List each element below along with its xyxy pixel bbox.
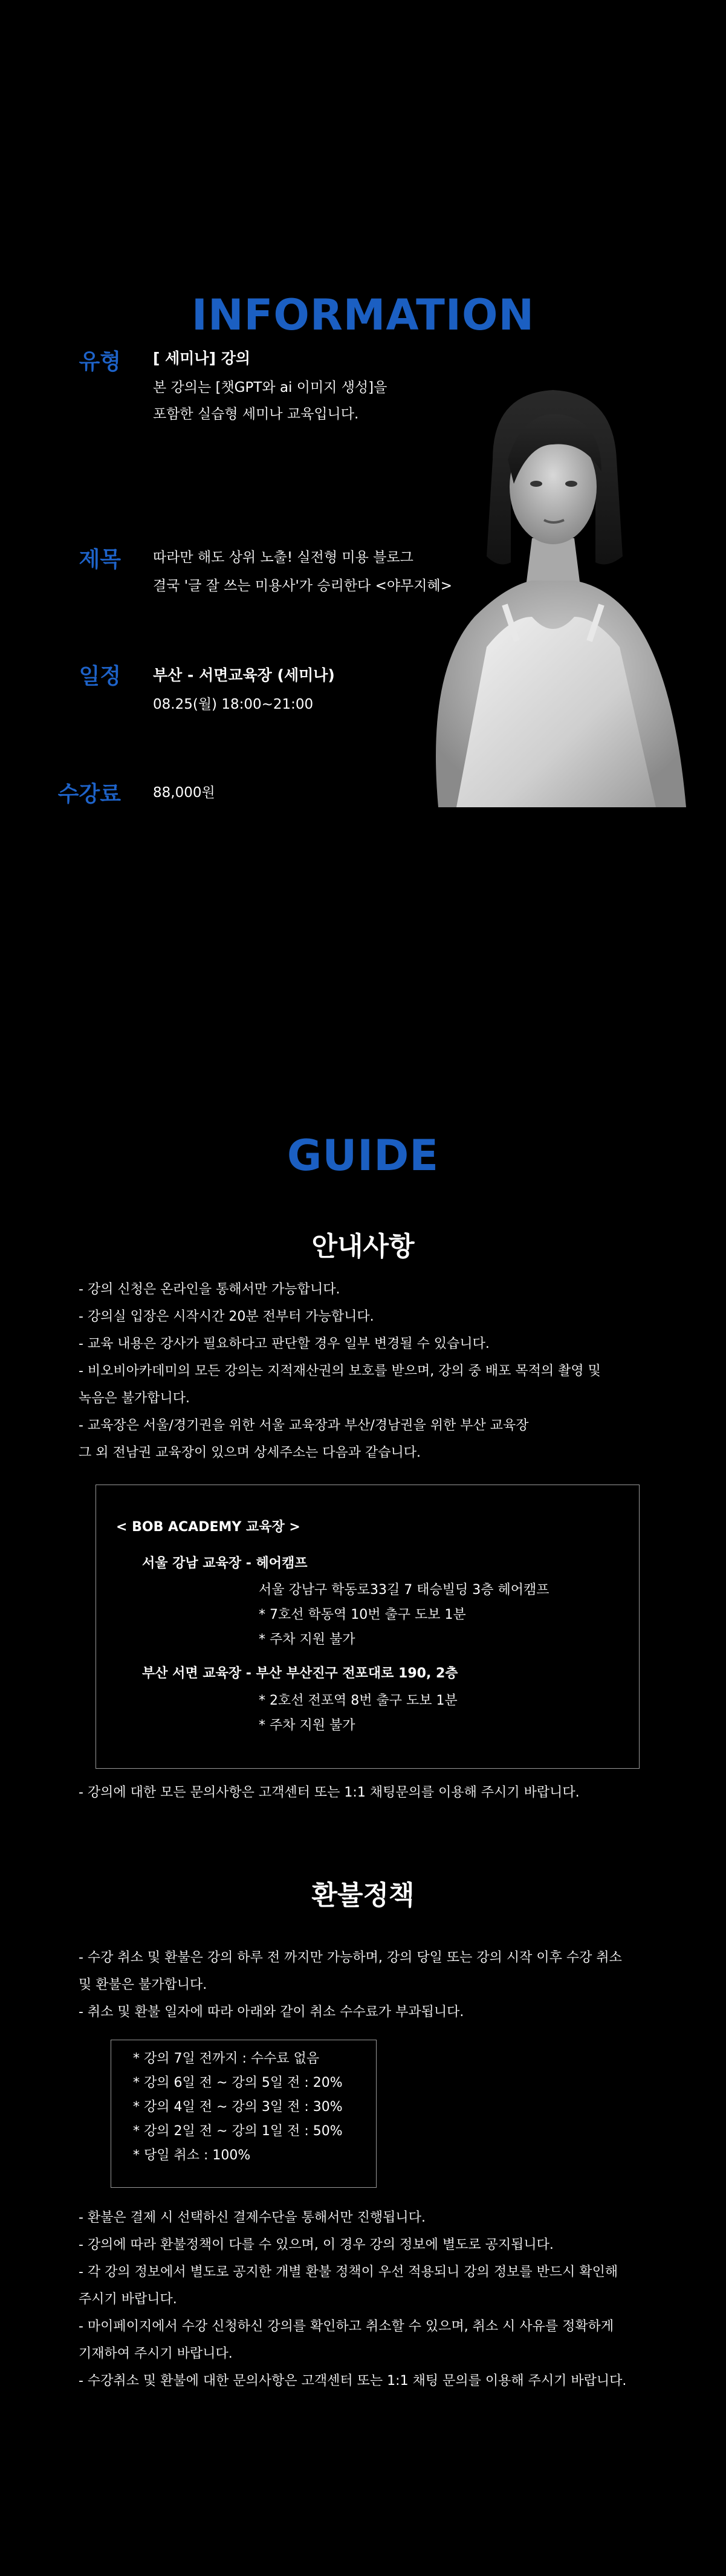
busan-academy-parking: * 주차 지원 불가	[259, 1718, 355, 1733]
list-item: - 교육 내용은 강사가 필요하다고 판단할 경우 일부 변경될 수 있습니다.	[79, 1336, 490, 1351]
type-desc-line1: 본 강의는 [챗GPT와 ai 이미지 생성]을	[153, 380, 387, 395]
subject-line1: 따라만 해도 상위 노출! 실전형 미용 블로그	[153, 550, 413, 565]
fee-label: 수강료	[57, 782, 121, 807]
notice-heading: 안내사항	[311, 1231, 415, 1262]
list-item: - 각 강의 정보에서 별도로 공지한 개별 환불 정책이 우선 적용되니 강의 정보를 반드시 확인해	[79, 2265, 618, 2280]
fee-row: * 강의 7일 전까지 : 수수료 없음	[133, 2051, 320, 2066]
busan-academy-subway: * 2호선 전포역 8번 출구 도보 1분	[259, 1693, 458, 1708]
list-item: - 비오비아카데미의 모든 강의는 지적재산권의 보호를 받으며, 강의 중 배포 목적의 촬영 및	[79, 1364, 601, 1379]
list-item: 및 환불은 불가합니다.	[79, 1977, 207, 1992]
fee-value: 88,000원	[153, 785, 215, 801]
refund-heading: 환불정책	[311, 1880, 415, 1911]
inquiry-note	[79, 1779, 653, 1806]
type-value: [ 세미나] 강의	[153, 350, 251, 367]
guide-title: GUIDE	[287, 1131, 439, 1180]
schedule-label: 일정	[79, 664, 121, 689]
notice-list	[79, 1276, 653, 1466]
list-item: 주시기 바랍니다.	[79, 2292, 177, 2307]
fee-row: * 강의 4일 전 ~ 강의 3일 전 : 30%	[133, 2100, 343, 2115]
refund-list	[79, 1944, 653, 2026]
subject-line2: 결국 '글 잘 쓰는 미용사'가 승리한다 <야무지혜>	[153, 578, 452, 594]
list-item: 기재하여 주시기 바랍니다.	[79, 2346, 233, 2361]
type-label: 유형	[79, 350, 121, 374]
list-item: - 마이페이지에서 수강 신청하신 강의를 확인하고 취소할 수 있으며, 취소 시 사유를 정확하게	[79, 2319, 614, 2334]
list-item: - 강의에 대한 모든 문의사항은 고객센터 또는 1:1 채팅문의를 이용해 주시기 바랍니다.	[79, 1785, 580, 1800]
academy-heading: < BOB ACADEMY 교육장 >	[116, 1520, 300, 1535]
type-desc-line2: 포함한 실습형 세미나 교육입니다.	[153, 406, 359, 422]
list-item: 녹음은 불가합니다.	[79, 1391, 190, 1406]
subject-label: 제목	[79, 547, 121, 572]
list-item: - 취소 및 환불 일자에 따라 아래와 같이 취소 수수료가 부과됩니다.	[79, 2005, 464, 2020]
refund-notes	[79, 2204, 653, 2395]
seoul-academy-name: 서울 강남 교육장 - 헤어캠프	[142, 1556, 308, 1571]
list-item: - 강의실 입장은 시작시간 20분 전부터 가능합니다.	[79, 1309, 374, 1324]
list-item: 그 외 전남권 교육장이 있으며 상세주소는 다음과 같습니다.	[79, 1445, 421, 1460]
list-item: - 강의에 따라 환불정책이 다를 수 있으며, 이 경우 강의 정보에 별도로 공지됩니다.	[79, 2237, 554, 2252]
fee-row: * 강의 2일 전 ~ 강의 1일 전 : 50%	[133, 2124, 343, 2139]
list-item: - 수강취소 및 환불에 대한 문의사항은 고객센터 또는 1:1 채팅 문의를 이용해 주시기 바랍니다.	[79, 2373, 627, 2389]
seoul-academy-subway: * 7호선 학동역 10번 출구 도보 1분	[259, 1607, 466, 1622]
schedule-date: 08.25(월) 18:00~21:00	[153, 697, 314, 712]
seoul-academy-parking: * 주차 지원 불가	[259, 1632, 355, 1647]
schedule-value: 부산 - 서면교육장 (세미나)	[153, 666, 335, 684]
information-title: INFORMATION	[191, 290, 535, 340]
list-item: - 강의 신청은 온라인을 통해서만 가능합니다.	[79, 1282, 340, 1297]
list-item: - 환불은 결제 시 선택하신 결제수단을 통해서만 진행됩니다.	[79, 2210, 426, 2225]
busan-academy-name: 부산 서면 교육장 - 부산 부산진구 전포대로 190, 2층	[142, 1666, 458, 1681]
seoul-academy-address: 서울 강남구 학동로33길 7 태승빌딩 3층 헤어캠프	[259, 1582, 549, 1598]
instructor-portrait	[402, 387, 692, 807]
list-item: - 교육장은 서울/경기권을 위한 서울 교육장과 부산/경남권을 위한 부산 교육장	[79, 1418, 529, 1433]
fee-row: * 당일 취소 : 100%	[133, 2148, 251, 2163]
fee-row: * 강의 6일 전 ~ 강의 5일 전 : 20%	[133, 2075, 343, 2090]
fee-table	[133, 2047, 369, 2168]
list-item: - 수강 취소 및 환불은 강의 하루 전 까지만 가능하며, 강의 당일 또는 강의 시작 이후 수강 취소	[79, 1950, 622, 1965]
